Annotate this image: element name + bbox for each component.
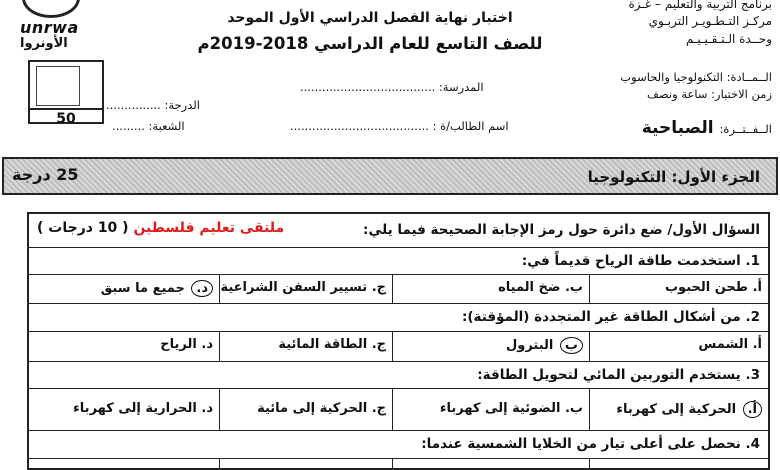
option-text: جميع ما سبق — [100, 281, 185, 296]
option-letter-circled: د. — [191, 280, 213, 297]
question-title: السؤال الأول/ ضع دائرة حول رمز الإجابة الصحيحة فيما يلي: — [363, 222, 760, 238]
option-letter: أ. — [752, 337, 762, 352]
option-c[interactable] — [219, 275, 392, 303]
logo-text-latin: unrwa — [20, 18, 79, 37]
exam-title: اختبار نهاية الفصل الدراسي الأول الموحد — [227, 10, 513, 26]
unrwa-logo — [6, 0, 102, 50]
option-d[interactable] — [29, 332, 219, 361]
student-name-field[interactable]: اسم الطالب/ة : ...................................... — [290, 119, 509, 133]
item-stem-row — [29, 431, 768, 459]
watermark-text: ملتقى تعليم فلسطين — [133, 220, 285, 236]
option-a[interactable] — [589, 389, 768, 430]
total-score: 50 — [56, 111, 76, 127]
option-text: الحركية إلى كهرباء — [616, 402, 737, 417]
school-field[interactable]: المدرسة: ..................................... — [300, 80, 484, 94]
option-b[interactable] — [392, 275, 589, 303]
option-c[interactable] — [219, 389, 392, 430]
question-points: ( 10 درجات ) — [37, 220, 129, 236]
option-c[interactable] — [219, 332, 392, 361]
option-text: البترول — [505, 338, 554, 353]
option-text: الرياح — [160, 337, 197, 352]
question-title-row — [29, 214, 768, 248]
duration-label: زمن الاختبار: ساعة ونصف — [647, 87, 772, 101]
option-letter: ب. — [564, 401, 583, 416]
part-title: الجزء الأول: التكنولوجيا — [587, 168, 760, 186]
period-value: الصباحية — [641, 118, 714, 138]
option-text: طحن الحبوب — [664, 280, 749, 295]
item-stem-row — [29, 304, 768, 332]
option-letter: ج. — [371, 337, 386, 352]
item-stem: 1. استخدمت طاقة الرياح قديماً في: — [521, 253, 760, 269]
option-letter: د. — [201, 337, 213, 352]
option-text: تسيير السفن الشراعية — [220, 280, 368, 295]
period-label: الــفــتــرة: — [719, 122, 772, 136]
item-stem: 3. يستخدم التوربين المائي لتحويل الطاقة: — [477, 367, 760, 383]
option-d[interactable] — [29, 275, 219, 303]
period-row — [642, 118, 772, 138]
item-stem-row — [29, 248, 768, 275]
grade-input-box[interactable] — [36, 66, 80, 106]
org-line-1: برنامج التربية والتعليم – غـزة — [628, 0, 772, 11]
option-b[interactable] — [392, 389, 589, 430]
grade-label: الدرجة: ............... — [106, 98, 200, 112]
option-letter: ج. — [371, 280, 386, 295]
question-grid — [27, 212, 770, 470]
option-text: الشمس — [698, 337, 749, 352]
org-line-3: وحــدة الـتـقـيـيـم — [685, 32, 772, 46]
logo-text-arabic: الأونروا — [20, 36, 68, 51]
options-row — [29, 275, 768, 304]
subject-label: الــمــادة: التكنولوجيا والحاسوب — [620, 70, 772, 84]
option-a[interactable] — [589, 459, 768, 470]
section-field[interactable]: الشعبة: ......... — [112, 119, 185, 133]
item-stem: 4. نحصل على أعلى تيار من الخلايا الشمسية عندما: — [421, 436, 760, 452]
option-a[interactable] — [589, 332, 768, 361]
part-banner — [2, 157, 778, 195]
option-d[interactable] — [29, 389, 219, 430]
item-stem: 2. من أشكال الطاقة غير المتجددة (المؤقتة): — [461, 309, 760, 325]
option-text: الطاقة المائية — [278, 337, 368, 352]
option-letter: ج. — [371, 401, 386, 416]
option-letter: أ. — [752, 280, 762, 295]
options-row-partial — [29, 459, 768, 470]
options-row — [29, 389, 768, 431]
org-line-2: مركـز التـطـويـر التربـوي — [648, 14, 772, 28]
option-text: الحركية إلى مائية — [257, 401, 368, 416]
option-b[interactable] — [392, 332, 589, 361]
grade-divider — [30, 108, 102, 110]
option-letter-circled: أ. — [743, 401, 762, 418]
option-b[interactable] — [392, 459, 589, 470]
grade-box — [28, 60, 104, 127]
item-stem-row — [29, 362, 768, 389]
part-score: 25 درجة — [12, 165, 79, 184]
exam-subtitle: للصف التاسع للعام الدراسي 2018-2019م — [197, 34, 543, 53]
un-emblem-icon — [22, 0, 80, 18]
option-a[interactable] — [589, 275, 768, 303]
option-text: الحرارية إلى كهرباء — [73, 401, 197, 416]
option-text: ضخ المياه — [498, 280, 561, 295]
option-letter-circled: ب — [560, 337, 583, 354]
watermark — [37, 220, 284, 236]
option-letter: ب. — [564, 280, 583, 295]
option-text: الضوئية إلى كهرباء — [439, 401, 561, 416]
options-row — [29, 332, 768, 362]
option-letter: د. — [201, 401, 213, 416]
option-c[interactable] — [219, 459, 392, 470]
